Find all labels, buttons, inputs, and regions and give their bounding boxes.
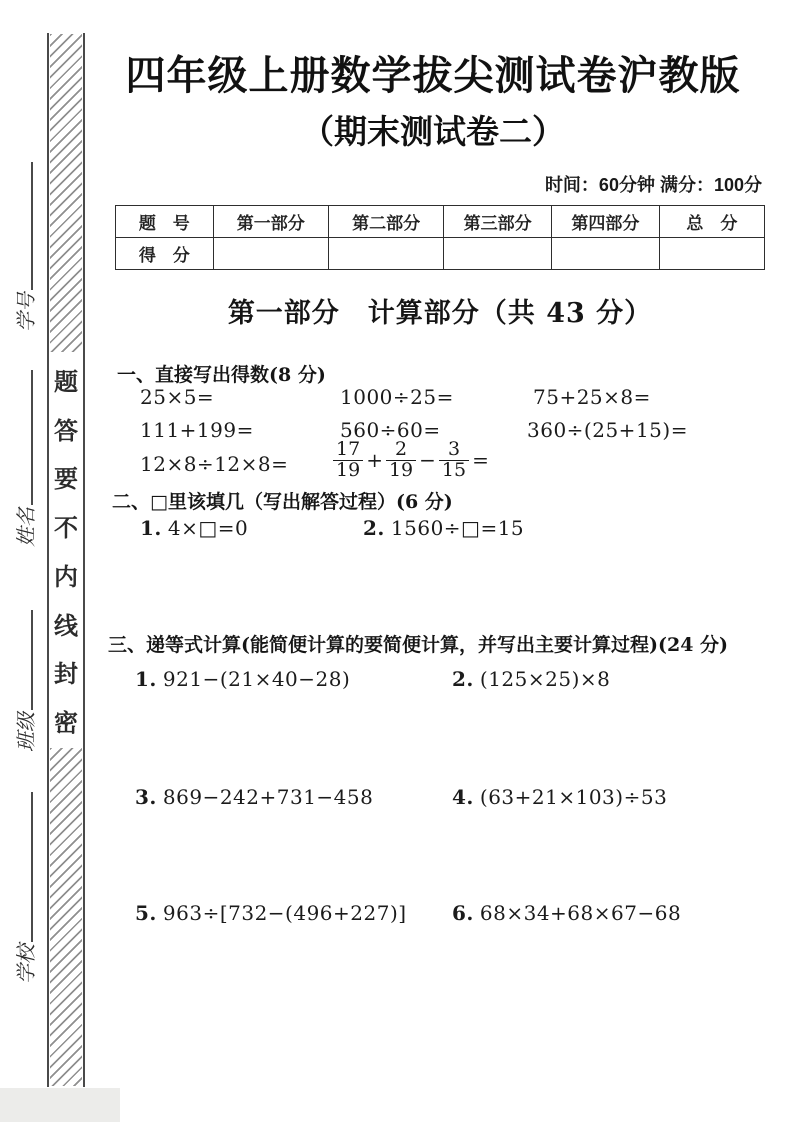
fill-in-line — [17, 792, 33, 942]
q1-expression: 360÷(25+15)= — [527, 418, 688, 442]
q3-item — [452, 901, 681, 925]
seal-char: 答 — [54, 415, 78, 445]
item-number: 2. — [363, 516, 385, 540]
seal-char: 密 — [54, 707, 78, 737]
scan-edge-shadow — [0, 1088, 120, 1122]
item-number: 3. — [135, 785, 157, 809]
item-expression: 68×34+68×67−68 — [479, 901, 682, 925]
seal-char: 要 — [54, 464, 78, 494]
score-header-part2: 第二部分 — [328, 206, 443, 238]
q2-title: 二、□里该填几（写出解答过程）(6 分) — [112, 491, 453, 513]
score-table-header-row — [116, 206, 765, 238]
score-header-question: 题 号 — [116, 206, 214, 238]
q1-expression: 1000÷25= — [340, 385, 454, 409]
q1-expression: 25×5= — [140, 385, 215, 409]
class-label: 班级 — [14, 712, 38, 752]
q2-item — [363, 516, 524, 540]
score-cell-empty — [552, 238, 660, 270]
q3-item — [135, 901, 407, 925]
item-number: 1. — [140, 516, 162, 540]
seal-char: 线 — [54, 610, 78, 640]
q3-item — [452, 667, 610, 691]
seal-char: 题 — [54, 367, 78, 396]
fill-in-line — [17, 370, 33, 505]
fill-in-line — [17, 610, 33, 710]
student-id-label: 学号 — [14, 292, 38, 332]
seal-line-vertical-text — [47, 362, 85, 738]
paper-subtitle: （期末测试卷二） — [301, 113, 565, 150]
item-number: 1. — [135, 667, 157, 691]
seal-char: 内 — [54, 561, 78, 591]
name-blank — [10, 357, 40, 547]
fraction-numerator: 3 — [439, 440, 469, 461]
paper-title: 四年级上册数学拔尖测试卷沪教版 — [125, 54, 741, 98]
item-number: 4. — [452, 785, 474, 809]
score-cell-empty — [659, 238, 764, 270]
minus-operator: − — [419, 448, 436, 473]
item-expression: 1560÷□=15 — [390, 516, 525, 540]
q3-item — [135, 667, 350, 691]
item-expression: 921−(21×40−28) — [162, 667, 351, 691]
seal-char: 不 — [54, 513, 78, 543]
score-cell-empty — [328, 238, 443, 270]
section1-heading: 第一部分 计算部分（共 43 分） — [227, 298, 653, 329]
q2-item — [140, 516, 248, 540]
school-blank — [10, 776, 40, 984]
score-header-part3: 第三部分 — [444, 206, 552, 238]
score-header-part4: 第四部分 — [552, 206, 660, 238]
fraction — [386, 440, 416, 481]
plus-operator: + — [366, 448, 383, 473]
item-expression: (63+21×103)÷53 — [479, 785, 668, 809]
score-cell-empty — [444, 238, 552, 270]
fraction-numerator: 2 — [386, 440, 416, 461]
score-header-part1: 第一部分 — [213, 206, 328, 238]
item-number: 6. — [452, 901, 474, 925]
fill-in-line — [17, 162, 33, 290]
q3-title: 三、递等式计算(能简便计算的要简便计算，并写出主要计算过程)(24 分) — [108, 634, 729, 656]
score-header-total: 总 分 — [659, 206, 764, 238]
q1-expression: 560÷60= — [340, 418, 441, 442]
score-table — [115, 205, 765, 270]
equals-sign: = — [472, 448, 489, 473]
school-label: 学校 — [14, 944, 38, 984]
fraction-numerator: 17 — [333, 440, 363, 461]
item-expression: 4×□=0 — [167, 516, 249, 540]
name-label: 姓名 — [14, 507, 38, 547]
item-number: 5. — [135, 901, 157, 925]
fraction — [333, 440, 363, 481]
item-expression: (125×25)×8 — [479, 667, 611, 691]
q1-expression: 111+199= — [140, 418, 254, 442]
score-row-label: 得 分 — [116, 238, 214, 270]
q1-expression: 75+25×8= — [533, 385, 651, 409]
fraction — [439, 440, 469, 481]
seal-hatch-top — [50, 34, 82, 352]
item-expression: 963÷[732−(496+227)] — [162, 901, 407, 925]
fraction-denominator: 15 — [441, 458, 467, 481]
seal-char: 封 — [54, 659, 78, 689]
item-number: 2. — [452, 667, 474, 691]
q3-item — [135, 785, 373, 809]
q1-expression: 12×8÷12×8= — [140, 452, 289, 476]
q3-item — [452, 785, 667, 809]
student-id-blank — [10, 152, 40, 332]
class-blank — [10, 594, 40, 752]
time-and-score-info: 时间：60分钟 满分：100分 — [544, 175, 762, 195]
q1-fraction-expression — [333, 440, 492, 481]
item-expression: 869−242+731−458 — [162, 785, 374, 809]
score-table-score-row — [116, 238, 765, 270]
seal-hatch-bottom — [50, 748, 82, 1086]
fraction-denominator: 19 — [388, 458, 414, 481]
q1-title: 一、直接写出得数(8 分) — [117, 364, 326, 386]
fraction-denominator: 19 — [336, 458, 361, 481]
score-cell-empty — [213, 238, 328, 270]
